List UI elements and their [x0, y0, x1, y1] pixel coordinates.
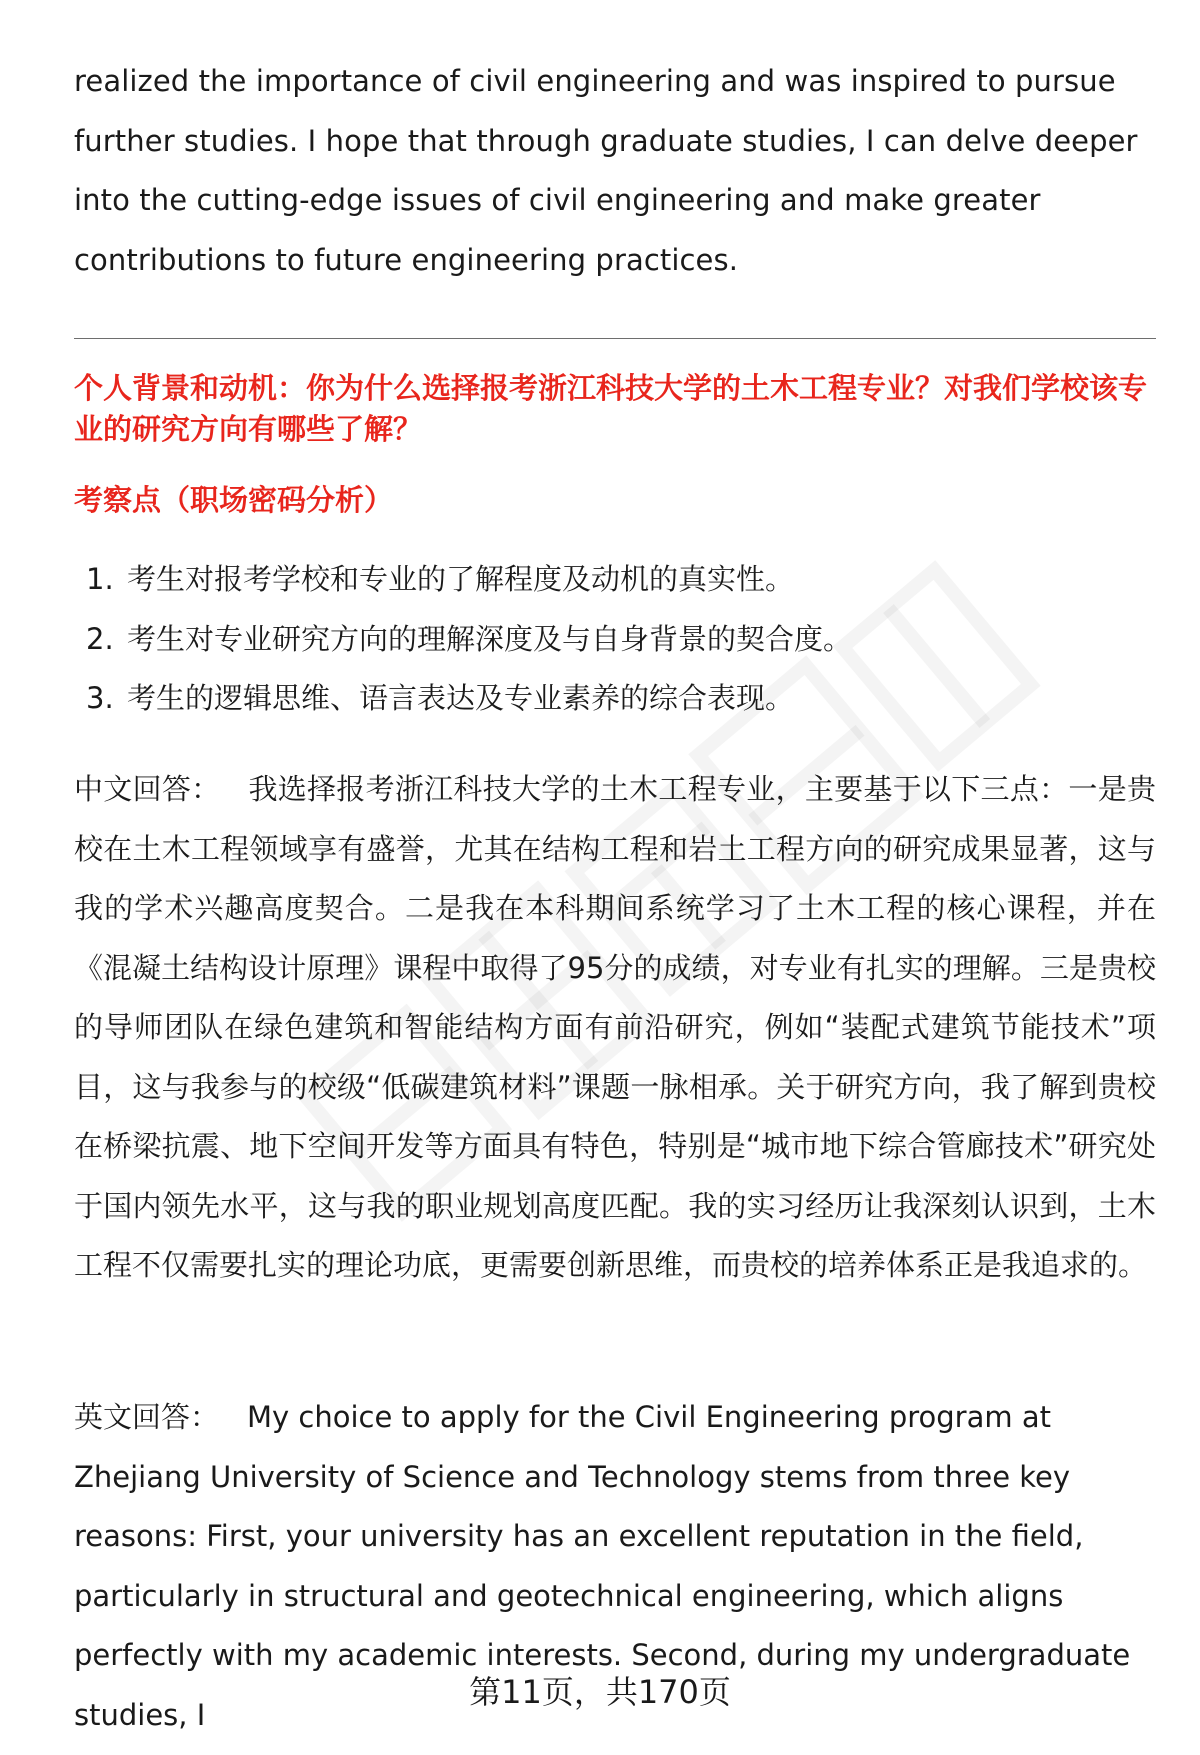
- list-item: [74, 557, 1156, 617]
- english-answer-text: My choice to apply for the Civil Engineering program at Zhejiang University of Science and Technology stems from three key reasons: First, your university has an excellent reputation in the field, particularly in structural and geotechnical engineering, which aligns perfectly with my academic interests. Second, during my undergraduate studies, I: [74, 1400, 1131, 1732]
- page-number: 第11页，共170页: [469, 1673, 731, 1711]
- english-answer-label: 英文回答：: [74, 1400, 220, 1434]
- list-item-number: 2.: [86, 621, 114, 656]
- assessment-title: 考察点（职场密码分析）: [74, 483, 394, 517]
- list-item-number: 3.: [86, 681, 114, 715]
- assessment-list: [74, 557, 1156, 736]
- chinese-answer: [74, 760, 1156, 1296]
- intro-paragraph: realized the importance of civil engineering and was inspired to pursue further studies. I hope that through graduate studies, I can delve deeper into the cutting-edge issues of civil engineering and make greater contributions to future engineering practices.: [74, 64, 1138, 277]
- chinese-answer-text: 我选择报考浙江科技大学的土木工程专业，主要基于以下三点：一是贵校在土木工程领域享有盛誉，尤其在结构工程和岩土工程方向的研究成果显著，这与我的学术兴趣高度契合。二是我在本科期间系统学习了土木工程的核心课程，并在《混凝土结构设计原理》课程中取得了95分的成绩，对专业有扎实的理解。三是贵校的导师团队在绿色建筑和智能结构方面有前沿研究，例如“装配式建筑节能技术”项目，这与我参与的校级“低碳建筑材料”课题一脉相承。关于研究方向，我了解到贵校在桥梁抗震、地下空间开发等方面具有特色，特别是“城市地下综合管廊技术”研究处于国内领先水平，这与我的职业规划高度匹配。我的实习经历让我深刻认识到，土木工程不仅需要扎实的理论功底，更需要创新思维，而贵校的培养体系正是我追求的。: [74, 772, 1156, 1282]
- list-item: [74, 617, 1156, 677]
- list-item-number: 1.: [86, 562, 114, 596]
- list-item-text: 考生对报考学校和专业的了解程度及动机的真实性。: [127, 562, 795, 596]
- interview-question: 个人背景和动机：你为什么选择报考浙江科技大学的土木工程专业？对我们学校该专业的研究方向有哪些了解？: [74, 371, 1148, 446]
- list-item-text: 考生对专业研究方向的理解深度及与自身背景的契合度。: [127, 621, 853, 656]
- list-item: [74, 676, 1156, 736]
- section-divider: [74, 338, 1156, 339]
- list-item-text: 考生的逻辑思维、语言表达及专业素养的综合表现。: [127, 681, 795, 715]
- chinese-answer-label: 中文回答：: [74, 772, 221, 806]
